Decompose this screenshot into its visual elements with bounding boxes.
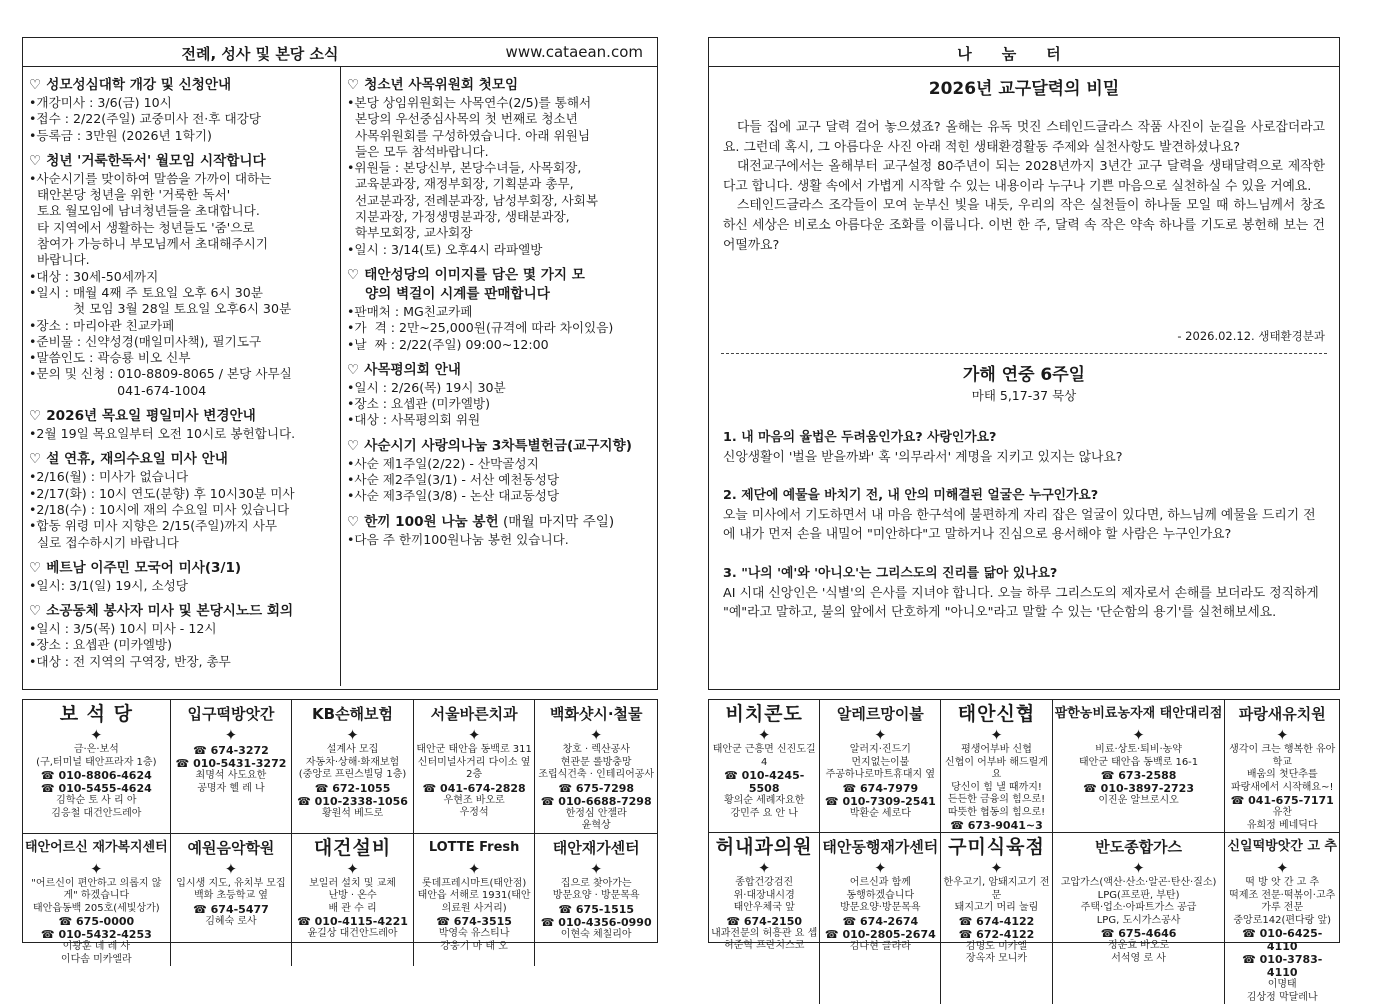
ad-box bbox=[709, 833, 820, 1004]
ad-line: 떡제조 전문·떡볶이·고추가루 전문 bbox=[1227, 890, 1337, 915]
website-url[interactable]: www.cataean.com bbox=[506, 43, 643, 61]
section-line: •2/18(수) : 10시에 재의 수요일 미사 있습니다 bbox=[29, 502, 335, 518]
section-line: •일시 : 3/5(목) 10시 미사 - 12시 bbox=[29, 621, 335, 637]
ad-name: 구미식육점 bbox=[943, 835, 1049, 859]
meat-icon: ✦ bbox=[943, 859, 1049, 877]
ad-name: 입구떡방앗간 bbox=[173, 702, 290, 726]
ad-owner: 박환순 세로다 bbox=[822, 808, 938, 821]
section-title-text: 청년 '거룩한독서' 월모임 시작합니다 bbox=[46, 153, 266, 169]
ad-phone: ☎ 672-1055 bbox=[294, 782, 411, 795]
section-title bbox=[29, 450, 335, 468]
ad-line: 태안읍 서해로 1931(태안의료원 사거리) bbox=[416, 890, 533, 915]
bed-icon: ✦ bbox=[822, 726, 938, 744]
ad-owner: 박영숙 유스티나 bbox=[416, 928, 533, 941]
section-title bbox=[347, 76, 649, 94]
ad-line: 롯데프레시마트(태안점) bbox=[416, 878, 533, 891]
ad-name: 서울바른치과 bbox=[416, 702, 533, 726]
section-line: 교육분과장, 재정부회장, 기획분과 총무, bbox=[347, 176, 649, 192]
news-section bbox=[347, 437, 649, 505]
section-title-text: 설 연휴, 재의수요일 미사 안내 bbox=[46, 451, 228, 467]
section-title-text: 베트남 이주민 모국어 미사(3/1) bbox=[46, 560, 241, 576]
diamond-icon: ✦ bbox=[25, 726, 168, 744]
ad-line: 위·대장내시경 bbox=[711, 890, 817, 903]
ad-line: "어르신이 편안하고 의롭지 않게" 하겠습니다 bbox=[25, 878, 168, 903]
section-line: •장소 : 요셉관 (미카엘방) bbox=[347, 396, 649, 412]
ad-name: 태안동행재가센터 bbox=[822, 835, 938, 859]
section-title-text: 소공동체 봉사자 미사 및 본당시노드 회의 bbox=[46, 603, 293, 619]
question-title: 3. "나의 '예'와 '아니오'는 그리스도의 진리를 닮아 있나요? bbox=[723, 564, 1325, 584]
ad-owner: 윤혁상 bbox=[537, 820, 655, 833]
section-title-suffix: (매월 마지막 주일) bbox=[499, 514, 615, 530]
lotte-icon: ✦ bbox=[416, 860, 533, 878]
ad-phone: ☎ 675-4646 bbox=[1055, 927, 1223, 940]
news-column-left bbox=[29, 76, 335, 678]
section-line: •사순 제3주일(3/8) - 논산 대교동성당 bbox=[347, 488, 649, 504]
ad-owner: 강웅기 마 태 오 bbox=[416, 941, 533, 954]
section-title bbox=[347, 266, 649, 284]
news-column-right bbox=[347, 76, 649, 556]
ad-box bbox=[414, 834, 536, 967]
ad-owner: 최명석 사도요한 bbox=[173, 770, 290, 783]
ad-line: 어르신과 함께 bbox=[822, 877, 938, 890]
essay-title: 2026년 교구달력의 비밀 bbox=[709, 74, 1339, 99]
section-title bbox=[29, 559, 335, 577]
ad-box bbox=[709, 700, 820, 833]
ad-name: 신일떡방앗간 고 추 bbox=[1227, 835, 1337, 859]
ad-box bbox=[171, 834, 293, 967]
question-text: AI 시대 신앙인은 '식별'의 은사를 지녀야 합니다. 오늘 하루 그리스도의 제자로서 손해를 보더라도 정직하게 "예"라고 말하고, 불의 앞에서 단호하게 "아니오"라고 말할 수 있는 '단순함의 용기'를 실천해보세요. bbox=[723, 584, 1325, 623]
question-text: 신앙생활이 '벌을 받을까봐' 혹 '의무라서' 계명을 지키고 있지는 않나요? bbox=[723, 448, 1325, 468]
ad-line: 태안우체국 앞 bbox=[711, 902, 817, 915]
parish-news-page bbox=[22, 37, 658, 690]
ad-line: 알러지·진드기 bbox=[822, 744, 938, 757]
ad-phone: ☎ 672-4122 bbox=[943, 928, 1049, 941]
ad-phone: ☎ 010-2805-2674 bbox=[822, 928, 938, 941]
ad-line: 동행하겠습니다 bbox=[822, 890, 938, 903]
sharing-header bbox=[709, 38, 1339, 67]
ad-box bbox=[23, 834, 171, 967]
kb-icon: ✦ bbox=[294, 726, 411, 744]
ad-name: 파랑새유치원 bbox=[1227, 702, 1337, 726]
sharing-page bbox=[708, 37, 1340, 690]
section-title-text: 청소년 사목위원회 첫모임 bbox=[364, 77, 518, 93]
care-icon: ✦ bbox=[25, 860, 168, 878]
heart-icon: ♡ bbox=[29, 560, 41, 576]
ad-phone: ☎ 041-675-7171 bbox=[1227, 794, 1337, 807]
essay-paragraph: 다들 집에 교구 달력 걸어 놓으셨죠? 올해는 유독 멋진 스테인드글라스 작품 사진이 눈길을 사로잡더라고요. 그런데 혹시, 그 아름다운 사진 아래 적힌 생태환경활동 주제와 실천사항도 발견하셨나요? bbox=[723, 118, 1325, 157]
section-line: •사순시기를 맞이하여 말씀을 가까이 대하는 bbox=[29, 171, 335, 187]
ad-phone: ☎ 010-4115-4221 bbox=[294, 915, 411, 928]
question-block bbox=[723, 486, 1325, 545]
section-line: •문의 및 신청 : 010-8809-8065 / 본당 사무실 bbox=[29, 366, 335, 382]
beach-icon: ✦ bbox=[711, 726, 817, 744]
ad-phone: ☎ 674-3272 bbox=[173, 744, 290, 757]
section-line: 참여가 가능하니 부모님께서 초대해주시기 bbox=[29, 236, 335, 252]
section-line: 지분과장, 가정생명분과장, 생태분과장, bbox=[347, 209, 649, 225]
tooth-icon: ✦ bbox=[416, 726, 533, 744]
ad-owner: 김응철 대건안드레아 bbox=[25, 808, 168, 821]
ad-name: 백화샷시·철물 bbox=[537, 702, 655, 726]
parish-news-header bbox=[23, 38, 657, 67]
ad-line: LPG, 도시가스공사 bbox=[1055, 915, 1223, 928]
boiler-icon: ✦ bbox=[294, 860, 411, 878]
question-block bbox=[723, 564, 1325, 623]
ad-box bbox=[292, 834, 414, 967]
section-title-text: 2026년 목요일 평일미사 변경안내 bbox=[46, 408, 256, 424]
meditation-questions bbox=[723, 428, 1325, 642]
section-line: 바랍니다. bbox=[29, 252, 335, 268]
news-section bbox=[347, 266, 649, 353]
section-title-text: 한끼 100원 나눔 봉헌 bbox=[364, 514, 499, 530]
ad-line: 주택·업소·아파트가스 공급 bbox=[1055, 902, 1223, 915]
essay-signature: - 2026.02.12. 생태환경분과 bbox=[1177, 328, 1325, 344]
heart-icon: ♡ bbox=[29, 77, 41, 93]
section-line: •개강미사 : 3/6(금) 10시 bbox=[29, 95, 335, 111]
ads-right bbox=[708, 699, 1340, 943]
ad-name: 태안재가센터 bbox=[537, 836, 655, 860]
ad-name: 대건설비 bbox=[294, 836, 411, 860]
ad-name: 알레르망이불 bbox=[822, 702, 938, 726]
section-title bbox=[29, 602, 335, 620]
handshake-icon: ✦ bbox=[822, 859, 938, 877]
ad-owner: 공명자 헬 레 나 bbox=[173, 783, 290, 796]
section-line: 타 지역에서 생활하는 청년들도 '줌'으로 bbox=[29, 220, 335, 236]
ad-line: 먼지없는이불 bbox=[822, 757, 938, 770]
ad-line: 자동차·상해·화재보험 bbox=[294, 757, 411, 770]
ad-line: 현관문 롤방충망 bbox=[537, 757, 655, 770]
section-title bbox=[347, 513, 649, 531]
gospel-title: 가해 연중 6주일 bbox=[709, 360, 1339, 385]
question-title: 1. 내 마음의 율법은 두려움인가요? 사랑인가요? bbox=[723, 428, 1325, 448]
section-line: •장소 : 마리아관 친교카페 bbox=[29, 318, 335, 334]
piano-icon: ✦ bbox=[173, 860, 290, 878]
ad-box bbox=[941, 700, 1052, 833]
ad-line: 든든한 금융의 힘으로! bbox=[943, 794, 1049, 807]
ad-owner: 김상정 막달레나 bbox=[1227, 992, 1337, 1004]
ad-phone: ☎ 010-5431-3272 bbox=[173, 757, 290, 770]
ad-phone: ☎ 010-5432-4253 bbox=[25, 928, 168, 941]
bird-icon: ✦ bbox=[1227, 726, 1337, 744]
section-line: 학부모회장, 교사회장 bbox=[347, 225, 649, 241]
ad-owner: 김명도 미카엘 bbox=[943, 941, 1049, 954]
column-divider bbox=[340, 66, 341, 686]
ad-name: 허내과의원 bbox=[711, 835, 817, 859]
ad-line: (중앙로 프린스빌딩 1층) bbox=[294, 769, 411, 782]
ad-owner: 김혜숙 로사 bbox=[173, 916, 290, 929]
ad-box bbox=[414, 700, 536, 834]
ad-box bbox=[820, 700, 941, 833]
ad-name: LOTTE Fresh bbox=[416, 836, 533, 860]
ad-phone: ☎ 673-2588 bbox=[1055, 769, 1223, 782]
heart-icon: ♡ bbox=[347, 362, 359, 378]
section-line: •2월 19일 목요일부터 오전 10시로 봉헌합니다. bbox=[29, 426, 335, 442]
section-line: •날 짜 : 2/22(주일) 09:00~12:00 bbox=[347, 337, 649, 353]
section-line: 선교분과장, 전례분과장, 남성부회장, 사회복 bbox=[347, 193, 649, 209]
news-section bbox=[29, 76, 335, 144]
ad-phone: ☎ 674-2674 bbox=[822, 915, 938, 928]
ad-line: 신터미널사거리 다이소 옆 2층 bbox=[416, 757, 533, 782]
page-title: 나눔터 bbox=[709, 43, 1339, 64]
ad-phone: ☎ 041-674-2828 bbox=[416, 782, 533, 795]
section-title bbox=[29, 76, 335, 94]
ad-name: 예원음악학원 bbox=[173, 836, 290, 860]
section-line: 041-674-1004 bbox=[29, 383, 335, 399]
ad-line: LPG(프로판, 부탄) bbox=[1055, 890, 1223, 903]
ad-owner: 윤길상 대건안드레아 bbox=[294, 928, 411, 941]
section-line: •일시 : 2/26(목) 19시 30분 bbox=[347, 380, 649, 396]
heart-icon: ♡ bbox=[29, 408, 41, 424]
section-title-text: 성모성심대학 개강 및 신청안내 bbox=[46, 77, 231, 93]
ad-phone: ☎ 673-9041~3 bbox=[943, 819, 1049, 832]
news-section bbox=[347, 361, 649, 429]
bank-icon: ✦ bbox=[943, 726, 1049, 744]
ad-owner: 우정석 bbox=[416, 807, 533, 820]
ad-box bbox=[1225, 700, 1339, 833]
mill-icon: ✦ bbox=[1227, 859, 1337, 877]
ad-box bbox=[535, 700, 657, 834]
heart-icon: ♡ bbox=[29, 153, 41, 169]
ad-phone: ☎ 675-7298 bbox=[537, 782, 655, 795]
ad-box bbox=[820, 833, 941, 1004]
news-section bbox=[29, 602, 335, 670]
section-line: •대상 : 사목평의회 위원 bbox=[347, 412, 649, 428]
ad-phone: ☎ 675-0000 bbox=[25, 915, 168, 928]
section-title bbox=[29, 407, 335, 425]
ad-box bbox=[1053, 700, 1226, 833]
news-section bbox=[347, 76, 649, 258]
ad-phone: ☎ 010-4245-5508 bbox=[711, 769, 817, 795]
ad-line: 방문요양 · 방문목욕 bbox=[537, 890, 655, 903]
ad-line: 생각이 크는 행복한 유아학교 bbox=[1227, 744, 1337, 769]
ad-line: 금·은·보석 bbox=[25, 744, 168, 757]
ad-line: 입시생 지도, 유치부 모집 bbox=[173, 878, 290, 891]
ad-name: KB손해보험 bbox=[294, 702, 411, 726]
essay-body bbox=[723, 118, 1325, 255]
section-line: •2/16(월) : 미사가 없습니다 bbox=[29, 469, 335, 485]
ad-owner: 이진운 알브로시오 bbox=[1055, 795, 1223, 808]
section-line: 들은 모두 참석바랍니다. bbox=[347, 144, 649, 160]
ad-line: 고압가스(액산·산소·알곤·탄산·질소) bbox=[1055, 877, 1223, 890]
essay-paragraph: 스테인드글라스 조각들이 모여 눈부신 빛을 내듯, 우리의 작은 실천들이 하나둘 모일 때 하느님께서 창조하신 세상은 비로소 아름다운 조화를 이룹니다. 이번 한 주, 달력 속 작은 약속 하나를 기도로 봉헌해 보는 건 어떨까요? bbox=[723, 196, 1325, 255]
ad-line: 보일러 설치 및 교체 bbox=[294, 878, 411, 891]
heart-icon: ♡ bbox=[29, 603, 41, 619]
ad-line: 창호 · 렉산공사 bbox=[537, 744, 655, 757]
ad-line: 파랑새에서 시작해요~! bbox=[1227, 782, 1337, 795]
section-line: 실로 접수하시기 바랍니다 bbox=[29, 535, 335, 551]
section-line: •일시 : 매월 4째 주 토요일 오후 6시 30분 bbox=[29, 285, 335, 301]
ad-phone: ☎ 675-1515 bbox=[537, 903, 655, 916]
section-line: •판매처 : MG친교카페 bbox=[347, 304, 649, 320]
ad-line: 신협이 어부바 해드릴게요 bbox=[943, 757, 1049, 782]
ad-phone: ☎ 010-6425-4110 bbox=[1227, 927, 1337, 953]
ad-name: 보 석 당 bbox=[25, 702, 168, 726]
ad-line: 설계사 모집 bbox=[294, 744, 411, 757]
section-line: •합동 위령 미사 지향은 2/15(주일)까지 사무 bbox=[29, 518, 335, 534]
section-line: 토요 월모임에 남녀청년들을 초대합니다. bbox=[29, 203, 335, 219]
ad-box bbox=[292, 700, 414, 834]
question-block bbox=[723, 428, 1325, 467]
ad-line: 떡 방 앗 간 고 추 bbox=[1227, 877, 1337, 890]
heart-icon: ♡ bbox=[347, 514, 359, 530]
ads-left bbox=[22, 699, 658, 943]
ad-line: 한우고기, 암돼지고기 전문 bbox=[943, 877, 1049, 902]
ad-box bbox=[1053, 833, 1226, 1004]
page-title: 전례, 성사 및 본당 소식 bbox=[23, 43, 657, 64]
gas-icon: ✦ bbox=[1055, 859, 1223, 877]
ad-owner: 김학순 토 사 리 아 bbox=[25, 795, 168, 808]
section-line: •사순 제2주일(3/1) - 서산 예천동성당 bbox=[347, 472, 649, 488]
farm-icon: ✦ bbox=[1055, 726, 1223, 744]
ad-owner: 서석영 로 사 bbox=[1055, 953, 1223, 966]
section-title bbox=[347, 437, 649, 455]
ad-phone: ☎ 010-2338-1056 bbox=[294, 795, 411, 808]
news-section bbox=[29, 152, 335, 399]
ad-owner: 우현조 바오로 bbox=[416, 795, 533, 808]
section-line: •가 격 : 2만~25,000원(규격에 따라 차이있음) bbox=[347, 320, 649, 336]
ad-name: 태안어르신 재가복지센터 bbox=[25, 836, 168, 860]
section-line: •일시: 3/1(일) 19시, 소성당 bbox=[29, 578, 335, 594]
section-title-text: 사순시기 사랑의나눔 3차특별헌금(교구지향) bbox=[364, 438, 632, 454]
ad-phone: ☎ 010-3783-4110 bbox=[1227, 953, 1337, 979]
ad-phone: ☎ 674-2150 bbox=[711, 915, 817, 928]
ad-owner: 황의순 세례자요한 bbox=[711, 795, 817, 808]
ad-name: 태안신협 bbox=[943, 702, 1049, 726]
ad-line: 비료·상토·퇴비·농약 bbox=[1055, 744, 1223, 757]
ad-box bbox=[941, 833, 1052, 1004]
ad-line: 따뜻한 협동의 힘으로! bbox=[943, 807, 1049, 820]
ad-line: 태안군 태안읍 동백로 16-1 bbox=[1055, 757, 1223, 770]
ad-owner: 내과전문의 허흥관 요 셉 bbox=[711, 928, 817, 941]
section-line: •장소 : 요셉관 (미카엘방) bbox=[29, 637, 335, 653]
ad-owner: 이광훈 데 레 사 bbox=[25, 941, 168, 954]
section-title-cont: 양의 벽걸이 시계를 판매합니다 bbox=[347, 285, 649, 303]
section-line: •말씀인도 : 곽승룡 비오 신부 bbox=[29, 350, 335, 366]
ad-name: 팜한농비료농자재 태안대리점 bbox=[1055, 702, 1223, 726]
ad-line: 난방 · 온수 bbox=[294, 890, 411, 903]
ad-line: (구,터미널 태안프라자 1층) bbox=[25, 757, 168, 770]
question-text: 오늘 미사에서 기도하면서 내 마음 한구석에 불편하게 자리 잡은 얼굴이 있다면, 하느님께 예물을 드리기 전에 내가 먼저 손을 내밀어 "미안하다"고 말하거나 진심으로 용서해야 할 사람은 누구인가요? bbox=[723, 506, 1325, 545]
ad-phone: ☎ 010-5455-4624 bbox=[25, 782, 168, 795]
gospel-reference: 마태 5,17-37 묵상 bbox=[709, 386, 1339, 404]
ad-line: 태안군 근흥면 신진도길 4 bbox=[711, 744, 817, 769]
heart-icon: ♡ bbox=[347, 438, 359, 454]
window-icon: ✦ bbox=[537, 726, 655, 744]
ad-phone: ☎ 674-7979 bbox=[822, 782, 938, 795]
news-section bbox=[29, 559, 335, 594]
ad-line: 배 관 수 리 bbox=[294, 903, 411, 916]
ad-phone: ☎ 010-4356-0990 bbox=[537, 916, 655, 929]
ad-phone: ☎ 010-3897-2723 bbox=[1055, 782, 1223, 795]
ad-owner: 한정심 안젤라 bbox=[537, 808, 655, 821]
ad-line: 태안읍동백 205호(세빛상가) bbox=[25, 903, 168, 916]
clinic-icon: ✦ bbox=[711, 859, 817, 877]
section-title-text: 사목평의회 안내 bbox=[364, 362, 461, 378]
ad-owner: 이명태 bbox=[1227, 979, 1337, 992]
ad-line: 평생어부바 신협 bbox=[943, 744, 1049, 757]
ad-phone: ☎ 674-5477 bbox=[173, 903, 290, 916]
ad-owner: 장옥자 모니카 bbox=[943, 953, 1049, 966]
ad-line: 중앙로142(편다랑 앞) bbox=[1227, 915, 1337, 928]
ad-owner: 황원석 베드로 bbox=[294, 808, 411, 821]
news-section bbox=[347, 513, 649, 548]
ad-box bbox=[171, 700, 293, 834]
section-title bbox=[347, 361, 649, 379]
ad-owner: 이현숙 체칠리아 bbox=[537, 929, 655, 942]
section-line: 본당의 우선중심사목의 첫 번째로 청소년 bbox=[347, 111, 649, 127]
bath-icon: ✦ bbox=[537, 860, 655, 878]
heart-icon: ♡ bbox=[347, 267, 359, 283]
ad-name: 비치콘도 bbox=[711, 702, 817, 726]
section-line: •다음 주 한끼100원나눔 봉헌 있습니다. bbox=[347, 532, 649, 548]
ad-line: 종합건강검진 bbox=[711, 877, 817, 890]
ad-line: 방문요양·방문목욕 bbox=[822, 902, 938, 915]
ad-phone: ☎ 010-8806-4624 bbox=[25, 769, 168, 782]
ad-line: 태안군 태안읍 동백로 311 bbox=[416, 744, 533, 757]
ad-line: 주공하나로마트휴대지 옆 bbox=[822, 769, 938, 782]
section-title bbox=[29, 152, 335, 170]
news-section bbox=[29, 407, 335, 442]
section-divider bbox=[721, 353, 1327, 354]
section-line: 사목위원회를 구성하였습니다. 아래 위원님 bbox=[347, 128, 649, 144]
rice-cake-icon: ✦ bbox=[173, 726, 290, 744]
ad-phone: ☎ 674-4122 bbox=[943, 915, 1049, 928]
section-line: •대상 : 30세-50세까지 bbox=[29, 269, 335, 285]
question-title: 2. 제단에 예물을 바치기 전, 내 안의 미해결된 얼굴은 누구인가요? bbox=[723, 486, 1325, 506]
section-line: •위원들 : 본당신부, 본당수녀들, 사목회장, bbox=[347, 160, 649, 176]
essay-paragraph: 대전교구에서는 올해부터 교구설정 80주년이 되는 2028년까지 3년간 교구 달력을 생태달력으로 제작한다고 합니다. 생활 속에서 가볍게 시작할 수 있는 내용이라 누구나 기쁜 마음으로 실천하실 수 있을 거예요. bbox=[723, 157, 1325, 196]
ad-phone: ☎ 010-6688-7298 bbox=[537, 795, 655, 808]
news-section bbox=[29, 450, 335, 550]
ad-phone: ☎ 010-7309-2541 bbox=[822, 795, 938, 808]
section-line: •사순 제1주일(2/22) - 산막골성지 bbox=[347, 456, 649, 472]
section-line: •등록금 : 3만원 (2026년 1학기) bbox=[29, 128, 335, 144]
ad-owner: 강민주 요 안 나 bbox=[711, 808, 817, 821]
section-line: •접수 : 2/22(주일) 교중미사 전·후 대강당 bbox=[29, 111, 335, 127]
ad-owner: 허준혁 프란치스코 bbox=[711, 940, 817, 953]
ad-line: 배움의 첫단추를 bbox=[1227, 769, 1337, 782]
ad-box bbox=[1225, 833, 1339, 1004]
ad-phone: ☎ 674-3515 bbox=[416, 915, 533, 928]
heart-icon: ♡ bbox=[29, 451, 41, 467]
ad-box bbox=[23, 700, 171, 834]
ad-owner: 이다솜 미카엘라 bbox=[25, 954, 168, 967]
section-line: •대상 : 전 지역의 구역장, 반장, 총무 bbox=[29, 654, 335, 670]
ad-line: 집으로 찾아가는 bbox=[537, 878, 655, 891]
ad-name: 반도종합가스 bbox=[1055, 835, 1223, 859]
ad-box bbox=[535, 834, 657, 967]
section-line: •2/17(화) : 10시 연도(분향) 후 10시30분 미사 bbox=[29, 486, 335, 502]
heart-icon: ♡ bbox=[347, 77, 359, 93]
ad-owner: 정운효 바오로 bbox=[1055, 940, 1223, 953]
section-line: •준비물 : 신약성경(매일미사책), 필기도구 bbox=[29, 334, 335, 350]
section-line: •일시 : 3/14(토) 오후4시 라파엘방 bbox=[347, 242, 649, 258]
ad-owner: 유찬 bbox=[1227, 807, 1337, 820]
section-title-text: 태안성당의 이미지를 담은 몇 가지 모 bbox=[364, 267, 585, 283]
ad-line: 백화 초등학교 옆 bbox=[173, 890, 290, 903]
section-line: 태안본당 청년을 위한 '거룩한 독서' bbox=[29, 187, 335, 203]
section-line: 첫 모임 3월 28일 토요일 오후6시 30분 bbox=[29, 301, 335, 317]
ad-line: 당신이 힘 낼 때까지! bbox=[943, 782, 1049, 795]
ad-owner: 김다현 글라라 bbox=[822, 941, 938, 954]
ad-line: 돼지고기 머리 눌림 bbox=[943, 902, 1049, 915]
ad-owner: 유희정 베네딕다 bbox=[1227, 820, 1337, 833]
section-line: •본당 상임위원회는 사목연수(2/5)를 통해서 bbox=[347, 95, 649, 111]
ad-line: 조립식건축 · 인테리어공사 bbox=[537, 769, 655, 782]
